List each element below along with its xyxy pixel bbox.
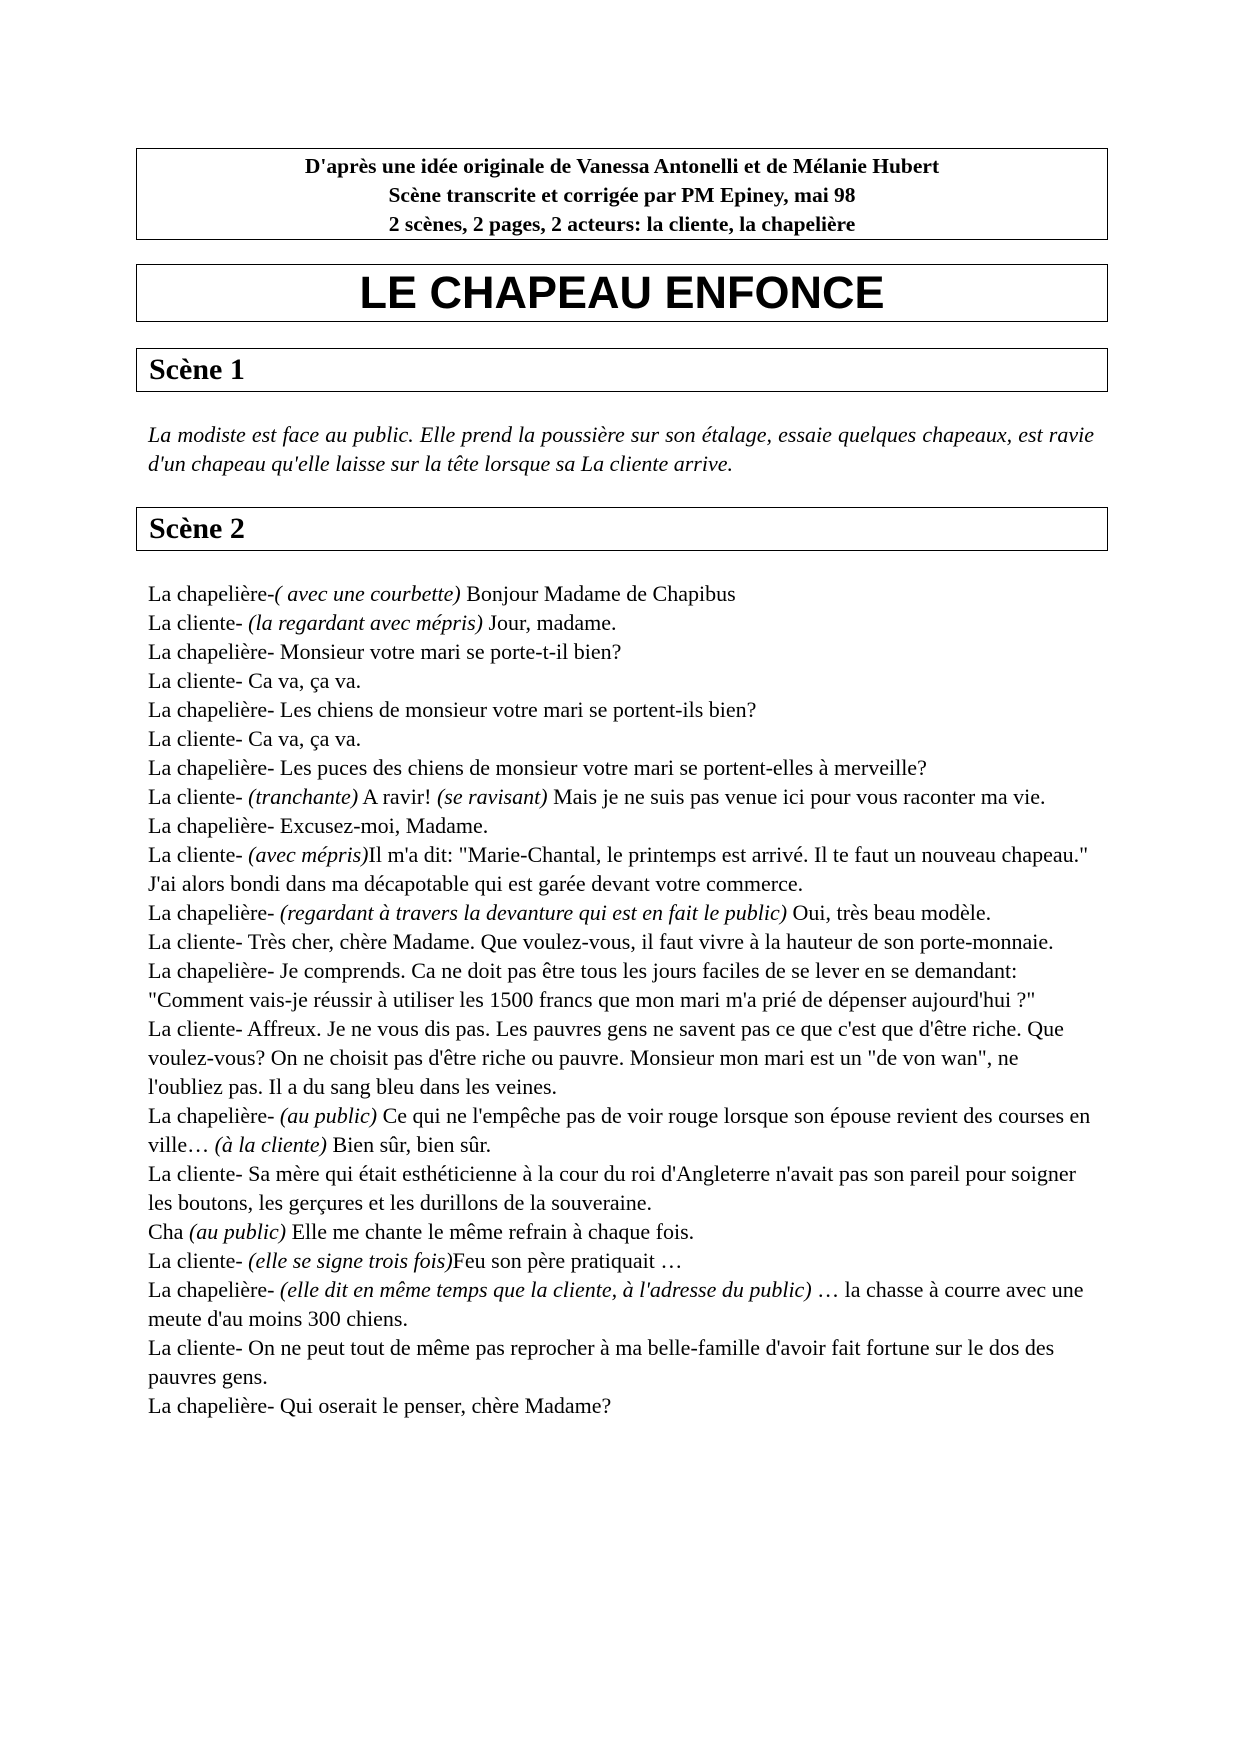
scene-2-dialogue: [148, 579, 1098, 1420]
dialogue-line: [148, 956, 1098, 1014]
dialogue-text: Il m'a dit: "Marie-Chantal, le printemps est arrivé. Il te faut un nouveau chapeau." J'ai alors bondi dans ma décapotable qui est garée devant votre: [148, 842, 1089, 896]
dialogue-text: … la chasse à courre avec une meute d'au moins 300 chiens.: [148, 1277, 1084, 1331]
speaker-name: La cliente-: [148, 1335, 249, 1360]
dialogue-text: Mais je ne suis pas venue ici pour vous raconter ma vie.: [547, 784, 1046, 809]
dialogue-line: [148, 1014, 1098, 1101]
dialogue-text: Excusez-moi, Madame.: [279, 813, 489, 838]
speaker-name: La chapelière-: [148, 958, 280, 983]
speaker-name: La cliente-: [148, 668, 249, 693]
play-title: LE CHAPEAU ENFONCE: [136, 264, 1108, 322]
dialogue-text: Très cher, chère Madame. Que voulez-vous, il faut vivre à la hauteur de son porte-monnaie.: [247, 929, 1054, 954]
stage-direction: (au public): [188, 1219, 287, 1244]
dialogue-line: [148, 927, 1098, 956]
speaker-name: La chapelière-: [148, 1277, 280, 1302]
dialogue-line: [148, 666, 1098, 695]
dialogue-text: commerce.: [706, 871, 804, 896]
dialogue-text: Les chiens de monsieur votre mari se portent-ils bien?: [279, 697, 757, 722]
dialogue-text: Bien sûr, bien sûr.: [327, 1132, 492, 1157]
dialogue-line: [148, 898, 1098, 927]
dialogue-line: [148, 1159, 1098, 1217]
speaker-name: La cliente-: [148, 1016, 247, 1041]
credits-line-authors: D'après une idée originale de Vanessa Antonelli et de Mélanie Hubert: [304, 154, 940, 178]
scene-1-stage-direction: La modiste est face au public. Elle prend la poussière sur son étalage, essaie quelques chapeaux, est ravie d'un chapeau qu'elle laisse sur la tête lorsque sa La cliente arrive.: [148, 422, 1094, 476]
dialogue-text: Monsieur votre mari se porte-t-il bien?: [279, 639, 622, 664]
speaker-name: La cliente-: [148, 610, 249, 635]
speaker-name: La cliente-: [148, 842, 249, 867]
dialogue-line: [148, 782, 1098, 811]
speaker-name: La chapelière-: [148, 813, 280, 838]
stage-direction: (se ravisant): [436, 784, 548, 809]
dialogue-line: [148, 1217, 1098, 1246]
dialogue-line: [148, 753, 1098, 782]
scene-1-heading: Scène 1: [136, 348, 1108, 392]
dialogue-text: Je comprends. Ca ne doit pas être tous les jours faciles de se lever en se demandant: "Comment vais-je réussir à utiliser les 1500 francs que mon mari m'a prié de dépenser aujourd'hui ?": [148, 958, 1036, 1012]
dialogue-line: [148, 608, 1098, 637]
dialogue-line: [148, 1246, 1098, 1275]
dialogue-text: A ravir!: [358, 784, 437, 809]
speaker-name: La cliente-: [148, 1161, 249, 1186]
dialogue-text: Ce qui ne l'empêche pas de voir rouge lorsque son épouse revient des courses en ville…: [148, 1103, 1091, 1157]
speaker-name: La chapelière-: [148, 697, 280, 722]
dialogue-text: Sa mère qui était esthéticienne à la cour du roi d'Angleterre n'avait pas son pareil pour soigner les boutons, les gerçures et les durillons de la souveraine.: [148, 1161, 1076, 1215]
dialogue-text: Ca va, ça va.: [248, 726, 362, 751]
dialogue-line: [148, 637, 1098, 666]
dialogue-text: Les puces des chiens de monsieur votre mari se portent-elles à merveille?: [279, 755, 927, 780]
speaker-name: Cha: [148, 1219, 189, 1244]
dialogue-line: [148, 840, 1098, 898]
stage-direction: (avec mépris): [248, 842, 369, 867]
speaker-name: La chapelière-: [148, 639, 280, 664]
credits-line-transcription: Scène transcrite et corrigée par PM Epiney, mai 98: [388, 183, 856, 207]
stage-direction: (à la cliente): [214, 1132, 328, 1157]
speaker-name: La cliente-: [148, 929, 248, 954]
speaker-name: La chapelière-: [148, 755, 280, 780]
dialogue-text: Bonjour Madame de Chapibus: [460, 581, 736, 606]
dialogue-line: [148, 811, 1098, 840]
stage-direction: (elle dit en même temps que la cliente, à l'adresse du public): [279, 1277, 812, 1302]
dialogue-text: Oui, très beau modèle.: [787, 900, 992, 925]
stage-direction: ( avec une courbette): [274, 581, 461, 606]
scene-2-heading: Scène 2: [136, 507, 1108, 551]
dialogue-line: [148, 695, 1098, 724]
dialogue-text: Qui oserait le penser, chère Madame?: [279, 1393, 612, 1418]
credits-box: [136, 148, 1108, 240]
speaker-name: La cliente-: [148, 726, 249, 751]
dialogue-text: pratiquait …: [570, 1248, 683, 1273]
dialogue-line: [148, 724, 1098, 753]
dialogue-line: [148, 1333, 1098, 1391]
stage-direction: (la regardant avec mépris): [248, 610, 483, 635]
speaker-name: La cliente-: [148, 784, 249, 809]
stage-direction: (tranchante): [248, 784, 359, 809]
dialogue-text: Elle me chante le même refrain à chaque fois.: [286, 1219, 695, 1244]
speaker-name: La cliente-: [148, 1248, 249, 1273]
stage-direction: (au public): [279, 1103, 378, 1128]
dialogue-line: [148, 1101, 1098, 1159]
dialogue-text: Ca va, ça va.: [248, 668, 362, 693]
credits-line-cast: 2 scènes, 2 pages, 2 acteurs: la cliente, la chapelière: [388, 212, 856, 236]
dialogue-text: Feu son père: [452, 1248, 571, 1273]
stage-direction: (regardant à travers la devanture qui est en fait le public): [279, 900, 788, 925]
dialogue-line: [148, 1275, 1098, 1333]
dialogue-line: [148, 579, 1098, 608]
dialogue-text: Affreux. Je ne vous dis pas. Les pauvres gens ne savent pas ce que c'est que d'être riche. Que voulez-vous? On ne choisit pas d'être riche ou pauvre. Monsieur mon mari est un "de von wan", ne l'oubliez pas. Il a du sang bleu dans les veines.: [148, 1016, 1064, 1099]
dialogue-text: On ne peut tout de même pas reprocher à ma belle-famille d'avoir fait fortune sur le dos des pauvres gens.: [148, 1335, 1055, 1389]
speaker-name: La chapelière-: [148, 900, 280, 925]
stage-direction: (elle se signe trois fois): [248, 1248, 453, 1273]
speaker-name: La chapelière-: [148, 1103, 280, 1128]
dialogue-text: Jour, madame.: [483, 610, 617, 635]
speaker-name: La chapelière-: [148, 1393, 280, 1418]
dialogue-line: [148, 1391, 1098, 1420]
speaker-name: La chapelière-: [148, 581, 275, 606]
